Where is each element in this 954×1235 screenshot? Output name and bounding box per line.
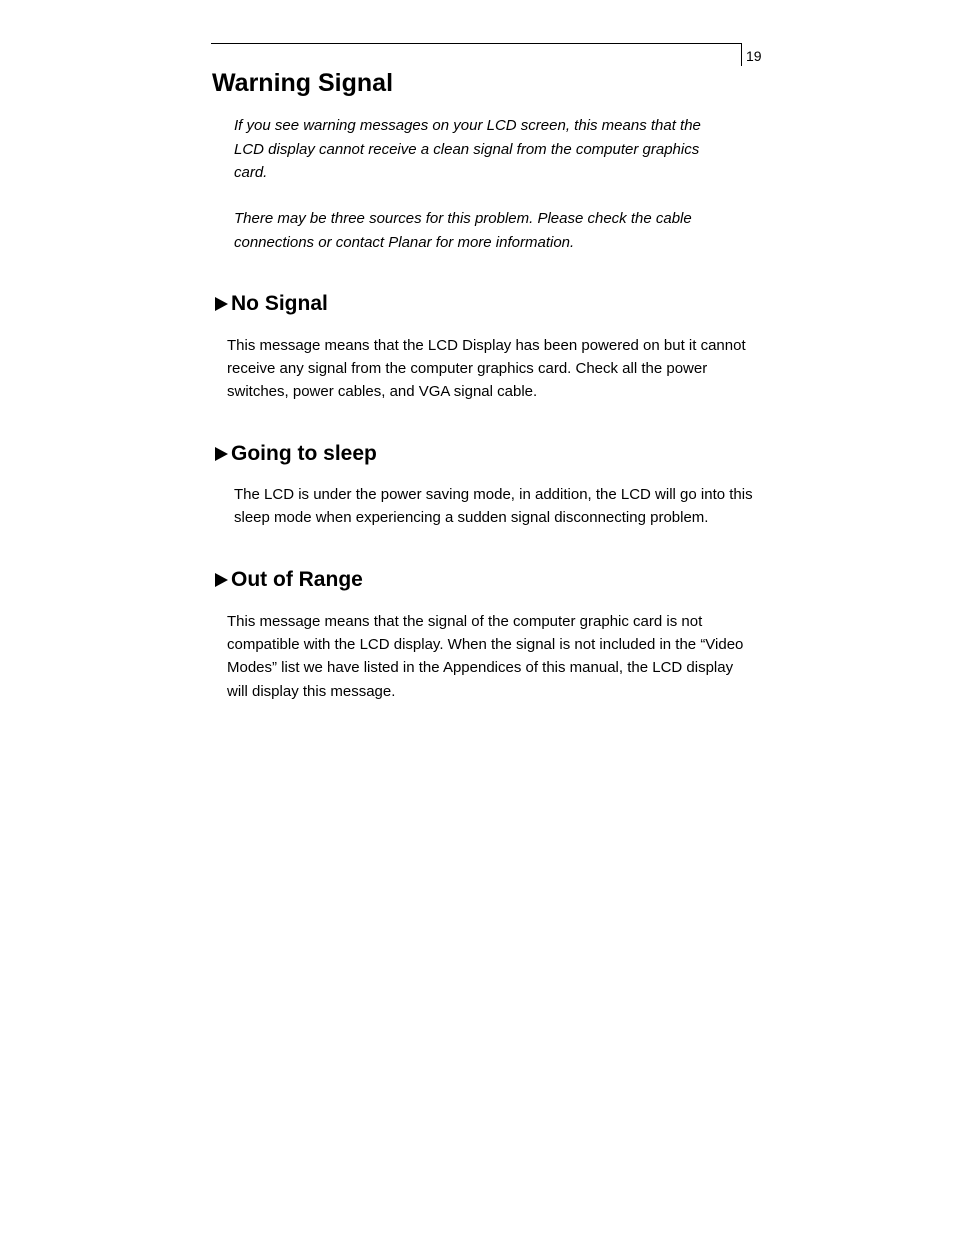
section-heading-label: Out of Range xyxy=(231,568,363,591)
triangle-right-icon xyxy=(215,447,228,461)
header-tick xyxy=(741,43,742,66)
section-body-no-signal: This message means that the LCD Display has been powered on but it cannot receive any signal from the computer graphics card. Check all the power switches, power cables, and VGA signal cable. xyxy=(227,337,746,401)
triangle-right-icon xyxy=(215,573,228,587)
section-heading-out-of-range xyxy=(215,567,363,593)
intro-paragraph: If you see warning messages on your LCD screen, this means that the LCD display cannot receive a clean signal from the computer graphics card. xyxy=(234,117,701,181)
header-rule xyxy=(211,43,741,44)
section-body-out-of-range: This message means that the signal of the computer graphic card is not compatible with the LCD display. When the signal is not included in the “Video Modes” list we have listed in the Appendices of this manual, the LCD display will display this message. xyxy=(227,613,744,700)
section-body-going-to-sleep: The LCD is under the power saving mode, in addition, the LCD will go into this sleep mode when experiencing a sudden signal disconnecting problem. xyxy=(234,486,753,527)
section-heading-label: Going to sleep xyxy=(231,442,377,465)
section-heading-label: No Signal xyxy=(231,292,328,315)
section-heading-going-to-sleep xyxy=(215,441,377,467)
section-heading-no-signal xyxy=(215,291,328,317)
intro-paragraph: There may be three sources for this problem. Please check the cable connections or contact Planar for more information. xyxy=(234,210,692,251)
page-number: 19 xyxy=(746,48,762,64)
page-title: Warning Signal xyxy=(212,69,394,97)
triangle-right-icon xyxy=(215,297,228,311)
